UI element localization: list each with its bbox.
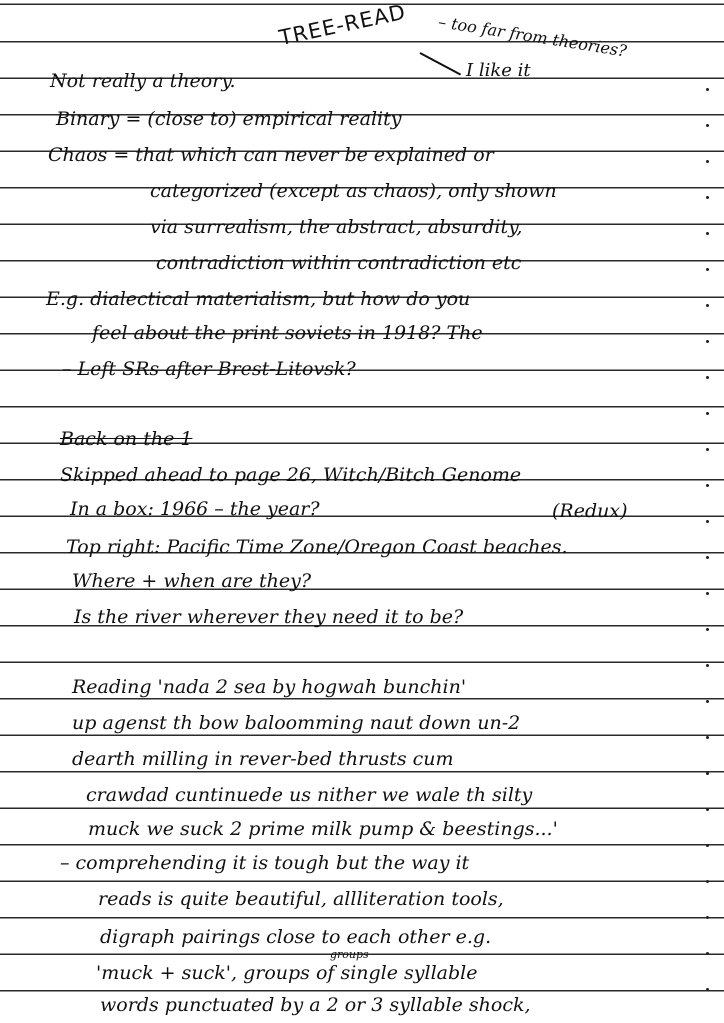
header-note: – too far from theories?	[437, 12, 629, 61]
note-line: muck we suck 2 prime milk pump & beestings...'	[88, 818, 558, 840]
margin-dots	[706, 0, 712, 1023]
header-title: TREE-READ	[277, 0, 409, 51]
note-line: Top right: Pacific Time Zone/Oregon Coast beaches.	[66, 536, 568, 558]
note-line: categorized (except as chaos), only shown	[150, 180, 557, 202]
arrow-line	[420, 52, 462, 75]
note-line: contradiction within contradiction etc	[156, 252, 522, 274]
note-line: digraph pairings close to each other e.g.	[100, 926, 492, 948]
note-line: Binary = (close to) empirical reality	[56, 108, 402, 130]
note-line: (Redux)	[552, 500, 628, 522]
header-like: I like it	[466, 60, 531, 81]
note-line: Where + when are they?	[72, 570, 312, 592]
note-line: – comprehending it is tough but the way it	[60, 852, 470, 874]
note-line: reads is quite beautiful, allliteration tools,	[98, 888, 504, 910]
note-line: 'muck + suck', groups of single syllable	[96, 962, 478, 984]
insert-note: groups	[330, 948, 369, 961]
note-line-struck: Back on the 1	[60, 428, 193, 450]
note-line: feel about the print soviets in 1918? The	[92, 322, 483, 344]
note-line: dearth milling in rever-bed thrusts cum	[72, 748, 454, 770]
note-line: up agenst th bow baloomming naut down un-2	[72, 712, 521, 734]
note-line: Is the river wherever they need it to be?	[74, 606, 464, 628]
note-line: Chaos = that which can never be explained or	[48, 144, 494, 166]
note-line: Skipped ahead to page 26, Witch/Bitch Genome	[60, 464, 522, 486]
note-line: words punctuated by a 2 or 3 syllable shock,	[100, 994, 531, 1016]
note-line: E.g. dialectical materialism, but how do you	[46, 288, 471, 310]
note-line: – Left SRs after Brest-Litovsk?	[62, 358, 356, 380]
note-line: Reading 'nada 2 sea by hogwah bunchin'	[72, 676, 467, 698]
note-line: crawdad cuntinuede us nither we wale th silty	[86, 784, 533, 806]
note-line: In a box: 1966 – the year?	[70, 498, 320, 520]
note-line: Not really a theory.	[50, 70, 236, 92]
note-line: via surrealism, the abstract, absurdity,	[150, 216, 523, 238]
